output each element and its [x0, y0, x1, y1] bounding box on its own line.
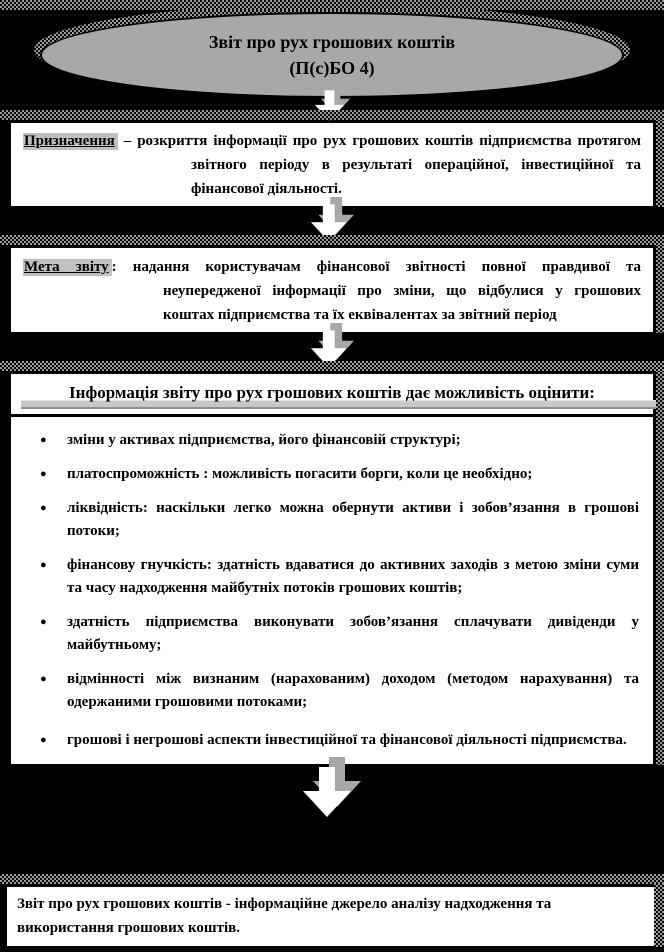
title-line-1: Звіт про рух грошових коштів — [208, 32, 456, 52]
hatched-band-4 — [0, 874, 664, 884]
purpose-label: Призначення — [23, 133, 118, 150]
list-item: ● ліквідність: наскільки легко можна обернути активи і зобов’язання в грошові потоки; — [23, 497, 639, 543]
list-item: ● грошові і негрошові аспекти інвестиційної та фінансової діяльності підприємства. — [23, 729, 639, 752]
purpose-text: – розкриття інформації про рух грошових коштів підприємства протягом звітного періоду в результаті операційної, інвестиційної та фінансової діяльності. — [123, 133, 641, 197]
conclusion-section — [0, 874, 664, 949]
conclusion-box — [4, 884, 660, 949]
goal-paragraph — [23, 255, 641, 327]
hatched-band-3 — [0, 361, 664, 371]
capabilities-title: Інформація звіту про рух грошових коштів дає можливість оцінити: — [69, 383, 595, 402]
title-line-2: (П(с)БО 4) — [289, 58, 375, 78]
list-item: ● платоспроможність : можливість погасити борги, коли це необхідно; — [23, 463, 639, 486]
hatched-band-1 — [0, 110, 664, 120]
hatched-band-2 — [0, 235, 664, 245]
conclusion-text: Звіт про рух грошових коштів - інформаційне джерело аналізу надходження та використання грошових коштів. — [17, 896, 552, 936]
capabilities-header — [11, 374, 653, 414]
capabilities-box — [8, 371, 656, 767]
list-item: ● здатність підприємства виконувати зобов’язання сплачувати дивіденди у майбутньому; — [23, 611, 639, 657]
purpose-box — [8, 120, 656, 209]
list-item: ● відмінності між визнаним (нарахованим) доходом (методом нарахування) та одержаними грошовими потоками; — [23, 668, 639, 714]
purpose-paragraph — [23, 129, 641, 201]
goal-text: : надання користувачам фінансової звітності повної правдивої та неупередженої інформації про зміни, що відбулися у грошових коштах підприємства та їх еквівалентах за звітний період — [111, 259, 642, 323]
goal-label: Мета звіту — [23, 259, 112, 276]
goal-box — [8, 245, 656, 335]
capabilities-list — [11, 417, 653, 764]
down-arrow-icon — [295, 757, 369, 819]
list-item: ● фінансову гнучкість: здатність вдаватися до активних заходів з метою зміни суми та часу надходження майбутніх потоків грошових коштів; — [23, 554, 639, 600]
connector-3 — [0, 335, 664, 361]
connector-4 — [0, 767, 664, 797]
connector-2 — [0, 209, 664, 235]
hatched-band-top — [0, 0, 664, 10]
list-item: ● зміни у активах підприємства, його фінансовій структурі; — [23, 429, 639, 452]
connector-1 — [0, 96, 664, 110]
